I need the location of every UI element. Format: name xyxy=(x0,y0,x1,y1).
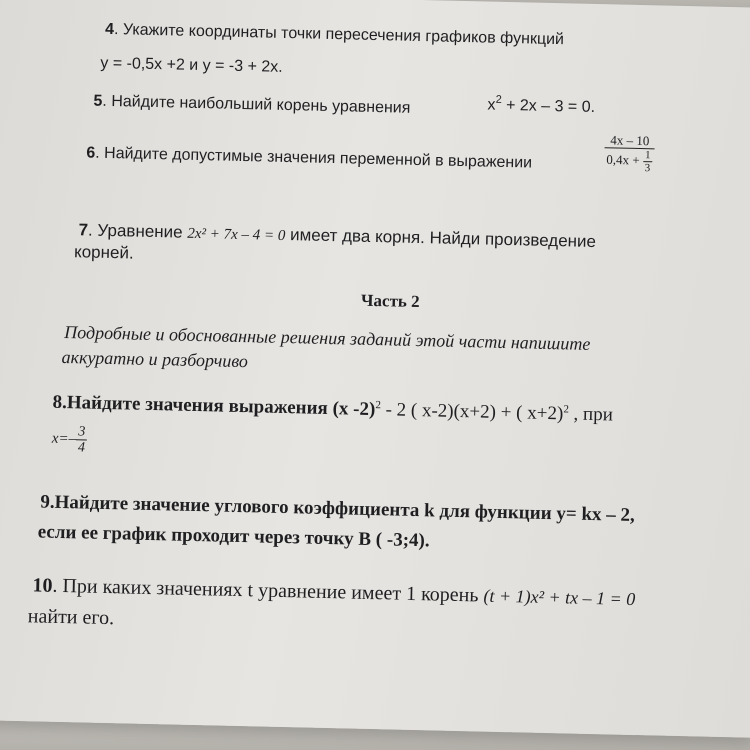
question-10-line2: найти его. xyxy=(27,605,115,630)
question-9-text: .Найдите значение углового коэффициента k для функции y= kx – 2, xyxy=(49,491,636,526)
question-5-number: 5 xyxy=(93,92,103,110)
x-fraction-numerator: 3 xyxy=(76,424,87,440)
eq-5-rest: + 2x – 3 = 0. xyxy=(501,96,596,116)
x-equals-label: x=– xyxy=(51,430,77,448)
question-4 xyxy=(105,21,564,49)
question-4-functions: y = -0,5x +2 и y = -3 + 2x. xyxy=(100,54,283,76)
part-2-instructions-line2: аккуратно и разборчиво xyxy=(61,346,249,372)
mini-fraction-denominator: 3 xyxy=(644,162,651,175)
question-7-line2: корней. xyxy=(73,242,134,263)
question-8-x-value xyxy=(51,424,87,456)
question-7-number: 7 xyxy=(78,220,89,240)
question-6-expression xyxy=(604,132,655,174)
question-7 xyxy=(78,220,596,252)
part-2-title: Часть 2 xyxy=(360,290,420,312)
eq-5-x: x xyxy=(487,96,496,114)
question-6-text: . Найдите допустимые значения переменной в выражении xyxy=(95,144,533,172)
question-7-text-a: . Уравнение xyxy=(87,220,188,242)
eq-5-exponent: 2 xyxy=(495,93,502,106)
part-2-instructions-line1: Подробные и обоснованные решения заданий этой части напишите xyxy=(64,322,591,354)
question-6-number: 6 xyxy=(86,144,96,162)
question-10-text: . При каких значениях t уравнение имеет 1 корень xyxy=(52,574,484,607)
question-8-text: .Найдите значения выражения (x -2) xyxy=(61,391,376,421)
question-4-number: 4 xyxy=(104,20,115,39)
question-8-tail: , при xyxy=(568,403,614,426)
question-9-line2: если ее график проходит через точку В ( -3;4). xyxy=(37,521,430,552)
question-5-equation xyxy=(487,94,595,117)
question-8-middle: - 2 ( x-2)(x+2) + ( x+2) xyxy=(380,399,564,425)
question-7-text-b: имеет два корня. Найди произведение xyxy=(285,224,597,252)
question-8-number: 8 xyxy=(52,391,63,413)
fraction-numerator: 4x – 10 xyxy=(605,132,655,149)
question-10-equation: (t + 1)x² + tx – 1 = 0 xyxy=(483,585,636,610)
question-4-text: . Укажите координаты точки пересечения графиков функций xyxy=(113,21,565,49)
mini-fraction-numerator: 1 xyxy=(643,149,653,162)
fraction-denominator: 0,4x + $\frac{1}{3}$ xyxy=(606,149,651,175)
question-8-exponent-1: 2 xyxy=(375,399,382,412)
question-5-text: . Найдите наибольший корень уравнения xyxy=(102,92,411,117)
question-9-number: 9 xyxy=(40,491,51,513)
question-8-exponent-2: 2 xyxy=(563,403,570,416)
question-7-equation: 2x² + 7x – 4 = 0 xyxy=(187,225,286,244)
question-5 xyxy=(93,93,410,118)
question-9 xyxy=(40,492,635,527)
x-fraction-denominator: 4 xyxy=(77,440,86,456)
question-6 xyxy=(86,144,532,172)
question-10-number: 10 xyxy=(32,574,53,597)
question-8 xyxy=(52,392,613,427)
question-10 xyxy=(32,574,635,611)
